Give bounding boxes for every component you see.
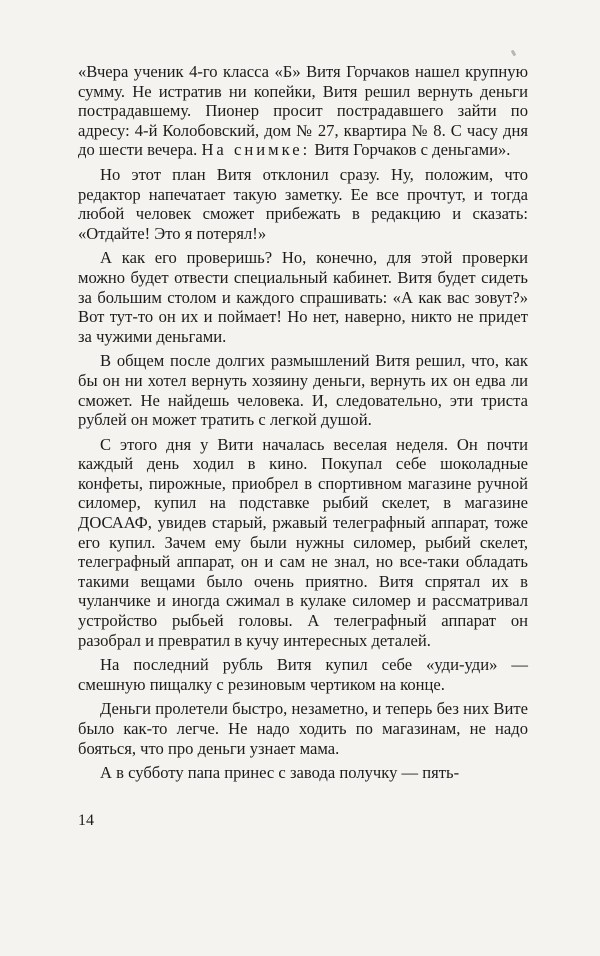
note-text-end: Витя Горчаков с деньгами». — [310, 140, 511, 160]
paragraph: С этого дня у Вити началась веселая неделя. Он почти каждый день ходил в кино. Покупал себе шоколадные конфеты, пирожные, приобрел в спортивном магазине ручной силомер, купил на подставке рыбий скелет, в магазине ДОСААФ, увидев старый, ржавый телеграфный аппарат, тоже его купил. Зачем ему были нужны силомер, рыбий скелет, телеграфный аппарат, он и сам не знал, но все-таки обладать такими вещами было очень приятно. Витя спрятал их в чуланчике и иногда сжимал в кулаке силомер и рассматривал устройство рыбьей головы. А телеграфный аппарат он разобрал и превратил в кучу интересных деталей. — [78, 434, 528, 650]
paragraph: На последний рубль Витя купил себе «уди-уди» — смешную пищалку с резиновым чертиком на конце. — [78, 655, 528, 694]
paragraph: В общем после долгих размышлений Витя решил, что, как бы он ни хотел вернуть хозяину деньги, вернуть их он едва ли сможет. Не найдешь человека. И, следовательно, эти триста рублей он может тратить с легкой душой. — [78, 351, 528, 430]
paragraph: Деньги пролетели быстро, незаметно, и теперь без них Вите было как-то легче. Не надо ходить по магазинам, не надо бояться, что про деньги узнает мама. — [78, 699, 528, 758]
paper-speck — [511, 50, 517, 57]
note-text-start: «Вчера ученик 4-го класса «Б» Витя Горчаков нашел крупную сумму. Не истратив ни копейки, Витя решил вернуть деньги пострадавшему. Пионер просит пострадавшего зайти по адресу: 4-й Колобовский, дом № 27, квартира № 8. С часу дня до шести вечера. — [78, 62, 528, 160]
text-column — [78, 62, 528, 783]
paragraph: А в субботу папа принес с завода получку — пять- — [100, 763, 460, 783]
paragraph: А как его проверишь? Но, конечно, для этой проверки можно будет отвести специальный кабинет. Витя будет сидеть за большим столом и каждого спрашивать: «А как вас зовут?» Вот тут-то он их и поймает! Но нет, наверно, никто не придет за чужими деньгами. — [78, 248, 528, 346]
note-caption-label: На снимке: — [201, 140, 311, 160]
paragraph-newspaper-note — [78, 62, 528, 160]
paragraph: Но этот план Витя отклонил сразу. Ну, положим, что редактор напечатает такую заметку. Ее все прочтут, и тогда любой человек сможет прибежать в редакцию и сказать: «Отдайте! Это я потерял!» — [78, 164, 528, 243]
page-number: 14 — [78, 812, 94, 829]
